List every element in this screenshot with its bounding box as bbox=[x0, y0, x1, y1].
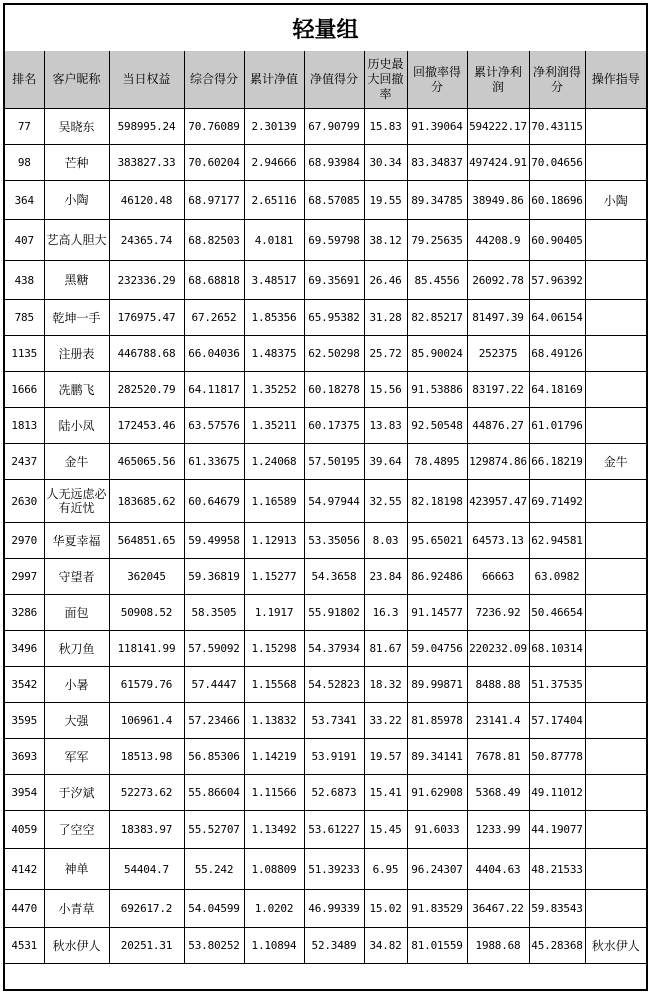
cell-net-value-score: 60.18278 bbox=[304, 372, 364, 408]
cell-guidance bbox=[585, 480, 646, 523]
cell-profit-score: 70.43115 bbox=[529, 109, 585, 145]
cell-equity: 282520.79 bbox=[109, 372, 184, 408]
cell-drawdown-score: 96.24307 bbox=[407, 849, 467, 890]
cell-net-value-score: 68.57085 bbox=[304, 181, 364, 220]
cell-rank: 4470 bbox=[5, 890, 44, 928]
header-total-score: 综合得分 bbox=[184, 51, 244, 109]
header-rank: 排名 bbox=[5, 51, 44, 109]
cell-total-score: 66.04036 bbox=[184, 336, 244, 372]
cell-nickname: 金牛 bbox=[44, 444, 109, 480]
table-row bbox=[5, 336, 646, 372]
cell-net-value: 1.08809 bbox=[244, 849, 304, 890]
cell-guidance bbox=[585, 890, 646, 928]
cell-net-profit: 129874.86 bbox=[467, 444, 529, 480]
cell-drawdown-score: 92.50548 bbox=[407, 408, 467, 444]
table-row bbox=[5, 109, 646, 145]
cell-guidance: 秋水伊人 bbox=[585, 928, 646, 964]
cell-nickname: 守望者 bbox=[44, 559, 109, 595]
cell-drawdown-score: 91.62908 bbox=[407, 775, 467, 811]
table-row bbox=[5, 703, 646, 739]
cell-net-value: 1.13832 bbox=[244, 703, 304, 739]
cell-net-profit: 1233.99 bbox=[467, 811, 529, 849]
cell-net-value: 1.85356 bbox=[244, 300, 304, 336]
table-body bbox=[5, 109, 646, 964]
cell-guidance bbox=[585, 109, 646, 145]
cell-net-profit: 252375 bbox=[467, 336, 529, 372]
cell-net-profit: 81497.39 bbox=[467, 300, 529, 336]
cell-net-profit: 4404.63 bbox=[467, 849, 529, 890]
cell-drawdown-score: 91.83529 bbox=[407, 890, 467, 928]
cell-net-value: 1.12913 bbox=[244, 523, 304, 559]
cell-rank: 407 bbox=[5, 220, 44, 261]
cell-net-profit: 38949.86 bbox=[467, 181, 529, 220]
cell-total-score: 55.242 bbox=[184, 849, 244, 890]
cell-equity: 564851.65 bbox=[109, 523, 184, 559]
cell-net-value-score: 62.50298 bbox=[304, 336, 364, 372]
cell-net-profit: 1988.68 bbox=[467, 928, 529, 964]
cell-net-value-score: 51.39233 bbox=[304, 849, 364, 890]
cell-total-score: 68.68818 bbox=[184, 261, 244, 300]
cell-rank: 3693 bbox=[5, 739, 44, 775]
cell-nickname: 艺高人胆大 bbox=[44, 220, 109, 261]
cell-drawdown-score: 91.39064 bbox=[407, 109, 467, 145]
cell-net-value: 1.11566 bbox=[244, 775, 304, 811]
cell-net-value-score: 55.91802 bbox=[304, 595, 364, 631]
cell-drawdown-score: 81.01559 bbox=[407, 928, 467, 964]
cell-max-drawdown: 13.83 bbox=[364, 408, 407, 444]
cell-net-value-score: 68.93984 bbox=[304, 145, 364, 181]
cell-drawdown-score: 95.65021 bbox=[407, 523, 467, 559]
cell-nickname: 神单 bbox=[44, 849, 109, 890]
table-row bbox=[5, 667, 646, 703]
cell-profit-score: 64.06154 bbox=[529, 300, 585, 336]
ranking-sheet bbox=[3, 3, 648, 991]
cell-rank: 98 bbox=[5, 145, 44, 181]
cell-guidance bbox=[585, 372, 646, 408]
cell-max-drawdown: 6.95 bbox=[364, 849, 407, 890]
header-net-value: 累计净值 bbox=[244, 51, 304, 109]
cell-equity: 20251.31 bbox=[109, 928, 184, 964]
cell-net-value: 4.0181 bbox=[244, 220, 304, 261]
cell-net-value: 1.1917 bbox=[244, 595, 304, 631]
cell-drawdown-score: 79.25635 bbox=[407, 220, 467, 261]
cell-equity: 24365.74 bbox=[109, 220, 184, 261]
cell-drawdown-score: 89.99871 bbox=[407, 667, 467, 703]
cell-net-profit: 23141.4 bbox=[467, 703, 529, 739]
header-nickname: 客户昵称 bbox=[44, 51, 109, 109]
cell-total-score: 56.85306 bbox=[184, 739, 244, 775]
cell-nickname: 乾坤一手 bbox=[44, 300, 109, 336]
cell-total-score: 70.76089 bbox=[184, 109, 244, 145]
cell-net-profit: 594222.17 bbox=[467, 109, 529, 145]
cell-nickname: 陆小凤 bbox=[44, 408, 109, 444]
cell-guidance bbox=[585, 220, 646, 261]
cell-total-score: 57.23466 bbox=[184, 703, 244, 739]
table-row bbox=[5, 775, 646, 811]
cell-net-value-score: 54.97944 bbox=[304, 480, 364, 523]
cell-guidance bbox=[585, 336, 646, 372]
cell-rank: 785 bbox=[5, 300, 44, 336]
cell-profit-score: 60.90405 bbox=[529, 220, 585, 261]
cell-total-score: 54.04599 bbox=[184, 890, 244, 928]
cell-drawdown-score: 89.34785 bbox=[407, 181, 467, 220]
cell-equity: 465065.56 bbox=[109, 444, 184, 480]
cell-max-drawdown: 32.55 bbox=[364, 480, 407, 523]
cell-max-drawdown: 15.56 bbox=[364, 372, 407, 408]
cell-net-profit: 66663 bbox=[467, 559, 529, 595]
cell-rank: 2997 bbox=[5, 559, 44, 595]
cell-net-value: 2.30139 bbox=[244, 109, 304, 145]
cell-net-profit: 497424.91 bbox=[467, 145, 529, 181]
cell-guidance bbox=[585, 261, 646, 300]
header-row bbox=[5, 51, 646, 109]
cell-guidance bbox=[585, 849, 646, 890]
sheet-title: 轻量组 bbox=[5, 5, 646, 52]
cell-guidance bbox=[585, 811, 646, 849]
cell-drawdown-score: 82.18198 bbox=[407, 480, 467, 523]
cell-drawdown-score: 59.04756 bbox=[407, 631, 467, 667]
cell-guidance bbox=[585, 145, 646, 181]
cell-total-score: 59.36819 bbox=[184, 559, 244, 595]
cell-net-value-score: 46.99339 bbox=[304, 890, 364, 928]
table-row bbox=[5, 300, 646, 336]
cell-max-drawdown: 16.3 bbox=[364, 595, 407, 631]
cell-max-drawdown: 15.45 bbox=[364, 811, 407, 849]
cell-net-value: 1.24068 bbox=[244, 444, 304, 480]
cell-total-score: 55.52707 bbox=[184, 811, 244, 849]
table-row bbox=[5, 928, 646, 964]
table-row bbox=[5, 181, 646, 220]
cell-rank: 77 bbox=[5, 109, 44, 145]
header-guidance: 操作指导 bbox=[585, 51, 646, 109]
cell-profit-score: 69.71492 bbox=[529, 480, 585, 523]
header-max-drawdown: 历史最大回撤率 bbox=[364, 51, 407, 109]
cell-rank: 4059 bbox=[5, 811, 44, 849]
cell-profit-score: 59.83543 bbox=[529, 890, 585, 928]
cell-net-value: 3.48517 bbox=[244, 261, 304, 300]
cell-nickname: 小暑 bbox=[44, 667, 109, 703]
cell-net-value-score: 69.59798 bbox=[304, 220, 364, 261]
cell-net-value-score: 67.90799 bbox=[304, 109, 364, 145]
table-row bbox=[5, 849, 646, 890]
cell-profit-score: 48.21533 bbox=[529, 849, 585, 890]
cell-equity: 446788.68 bbox=[109, 336, 184, 372]
cell-rank: 3595 bbox=[5, 703, 44, 739]
table-row bbox=[5, 595, 646, 631]
cell-nickname: 面包 bbox=[44, 595, 109, 631]
table-row bbox=[5, 890, 646, 928]
cell-max-drawdown: 18.32 bbox=[364, 667, 407, 703]
cell-net-value: 1.13492 bbox=[244, 811, 304, 849]
cell-equity: 176975.47 bbox=[109, 300, 184, 336]
cell-profit-score: 50.46654 bbox=[529, 595, 585, 631]
cell-profit-score: 62.94581 bbox=[529, 523, 585, 559]
cell-profit-score: 68.10314 bbox=[529, 631, 585, 667]
cell-nickname: 黑糖 bbox=[44, 261, 109, 300]
cell-net-value: 1.35211 bbox=[244, 408, 304, 444]
cell-max-drawdown: 38.12 bbox=[364, 220, 407, 261]
cell-equity: 692617.2 bbox=[109, 890, 184, 928]
cell-rank: 2437 bbox=[5, 444, 44, 480]
cell-net-value-score: 52.3489 bbox=[304, 928, 364, 964]
cell-nickname: 人无远虑必有近忧 bbox=[44, 480, 109, 523]
cell-nickname: 小陶 bbox=[44, 181, 109, 220]
cell-rank: 3954 bbox=[5, 775, 44, 811]
cell-equity: 362045 bbox=[109, 559, 184, 595]
cell-net-profit: 423957.47 bbox=[467, 480, 529, 523]
cell-max-drawdown: 26.46 bbox=[364, 261, 407, 300]
cell-profit-score: 50.87778 bbox=[529, 739, 585, 775]
cell-net-profit: 8488.88 bbox=[467, 667, 529, 703]
cell-rank: 364 bbox=[5, 181, 44, 220]
cell-drawdown-score: 91.53886 bbox=[407, 372, 467, 408]
cell-total-score: 67.2652 bbox=[184, 300, 244, 336]
cell-equity: 50908.52 bbox=[109, 595, 184, 631]
cell-rank: 1135 bbox=[5, 336, 44, 372]
cell-net-value-score: 57.50195 bbox=[304, 444, 364, 480]
cell-profit-score: 68.49126 bbox=[529, 336, 585, 372]
header-profit-score: 净利润得分 bbox=[529, 51, 585, 109]
cell-rank: 4531 bbox=[5, 928, 44, 964]
cell-equity: 183685.62 bbox=[109, 480, 184, 523]
cell-profit-score: 63.0982 bbox=[529, 559, 585, 595]
cell-net-profit: 5368.49 bbox=[467, 775, 529, 811]
cell-guidance bbox=[585, 739, 646, 775]
cell-total-score: 59.49958 bbox=[184, 523, 244, 559]
cell-nickname: 华夏幸福 bbox=[44, 523, 109, 559]
cell-net-value-score: 54.37934 bbox=[304, 631, 364, 667]
cell-drawdown-score: 89.34141 bbox=[407, 739, 467, 775]
cell-net-value: 2.94666 bbox=[244, 145, 304, 181]
cell-total-score: 64.11817 bbox=[184, 372, 244, 408]
table-row bbox=[5, 631, 646, 667]
cell-net-profit: 83197.22 bbox=[467, 372, 529, 408]
cell-equity: 118141.99 bbox=[109, 631, 184, 667]
cell-equity: 172453.46 bbox=[109, 408, 184, 444]
cell-nickname: 军军 bbox=[44, 739, 109, 775]
cell-max-drawdown: 31.28 bbox=[364, 300, 407, 336]
cell-net-value: 1.14219 bbox=[244, 739, 304, 775]
cell-guidance bbox=[585, 559, 646, 595]
cell-equity: 61579.76 bbox=[109, 667, 184, 703]
cell-equity: 18513.98 bbox=[109, 739, 184, 775]
cell-net-profit: 7236.92 bbox=[467, 595, 529, 631]
ranking-table bbox=[5, 51, 646, 964]
cell-max-drawdown: 15.83 bbox=[364, 109, 407, 145]
table-row bbox=[5, 220, 646, 261]
cell-guidance bbox=[585, 300, 646, 336]
cell-rank: 1813 bbox=[5, 408, 44, 444]
cell-max-drawdown: 34.82 bbox=[364, 928, 407, 964]
table-row bbox=[5, 372, 646, 408]
cell-total-score: 55.86604 bbox=[184, 775, 244, 811]
cell-guidance bbox=[585, 408, 646, 444]
table-row bbox=[5, 145, 646, 181]
cell-net-value: 1.0202 bbox=[244, 890, 304, 928]
cell-max-drawdown: 15.02 bbox=[364, 890, 407, 928]
cell-drawdown-score: 86.92486 bbox=[407, 559, 467, 595]
cell-drawdown-score: 83.34837 bbox=[407, 145, 467, 181]
table-row bbox=[5, 811, 646, 849]
cell-total-score: 68.97177 bbox=[184, 181, 244, 220]
cell-nickname: 秋水伊人 bbox=[44, 928, 109, 964]
cell-total-score: 53.80252 bbox=[184, 928, 244, 964]
cell-max-drawdown: 30.34 bbox=[364, 145, 407, 181]
cell-profit-score: 49.11012 bbox=[529, 775, 585, 811]
cell-total-score: 60.64679 bbox=[184, 480, 244, 523]
cell-guidance bbox=[585, 595, 646, 631]
cell-total-score: 63.57576 bbox=[184, 408, 244, 444]
cell-nickname: 秋刀鱼 bbox=[44, 631, 109, 667]
cell-net-profit: 220232.09 bbox=[467, 631, 529, 667]
cell-max-drawdown: 15.41 bbox=[364, 775, 407, 811]
cell-profit-score: 57.17404 bbox=[529, 703, 585, 739]
cell-total-score: 61.33675 bbox=[184, 444, 244, 480]
cell-equity: 598995.24 bbox=[109, 109, 184, 145]
cell-profit-score: 61.01796 bbox=[529, 408, 585, 444]
cell-nickname: 小青草 bbox=[44, 890, 109, 928]
cell-net-value-score: 53.9191 bbox=[304, 739, 364, 775]
cell-total-score: 70.60204 bbox=[184, 145, 244, 181]
cell-guidance: 金牛 bbox=[585, 444, 646, 480]
cell-drawdown-score: 82.85217 bbox=[407, 300, 467, 336]
cell-drawdown-score: 91.14577 bbox=[407, 595, 467, 631]
cell-equity: 18383.97 bbox=[109, 811, 184, 849]
cell-drawdown-score: 81.85978 bbox=[407, 703, 467, 739]
cell-equity: 383827.33 bbox=[109, 145, 184, 181]
cell-net-value-score: 52.6873 bbox=[304, 775, 364, 811]
cell-rank: 3496 bbox=[5, 631, 44, 667]
header-equity: 当日权益 bbox=[109, 51, 184, 109]
cell-total-score: 57.59092 bbox=[184, 631, 244, 667]
cell-guidance bbox=[585, 523, 646, 559]
cell-rank: 2970 bbox=[5, 523, 44, 559]
cell-profit-score: 64.18169 bbox=[529, 372, 585, 408]
table-row bbox=[5, 444, 646, 480]
cell-rank: 3542 bbox=[5, 667, 44, 703]
cell-total-score: 68.82503 bbox=[184, 220, 244, 261]
header-drawdown-score: 回撤率得分 bbox=[407, 51, 467, 109]
cell-max-drawdown: 23.84 bbox=[364, 559, 407, 595]
table-row bbox=[5, 739, 646, 775]
cell-guidance bbox=[585, 703, 646, 739]
cell-net-value: 1.15298 bbox=[244, 631, 304, 667]
cell-net-value: 1.35252 bbox=[244, 372, 304, 408]
cell-equity: 46120.48 bbox=[109, 181, 184, 220]
cell-max-drawdown: 19.57 bbox=[364, 739, 407, 775]
cell-equity: 52273.62 bbox=[109, 775, 184, 811]
cell-net-value: 1.15568 bbox=[244, 667, 304, 703]
cell-net-value: 1.15277 bbox=[244, 559, 304, 595]
cell-net-value: 2.65116 bbox=[244, 181, 304, 220]
table-row bbox=[5, 261, 646, 300]
cell-max-drawdown: 81.67 bbox=[364, 631, 407, 667]
cell-guidance bbox=[585, 631, 646, 667]
cell-equity: 54404.7 bbox=[109, 849, 184, 890]
cell-net-value-score: 54.52823 bbox=[304, 667, 364, 703]
cell-net-profit: 36467.22 bbox=[467, 890, 529, 928]
cell-net-profit: 26092.78 bbox=[467, 261, 529, 300]
cell-guidance bbox=[585, 775, 646, 811]
cell-max-drawdown: 25.72 bbox=[364, 336, 407, 372]
cell-total-score: 58.3505 bbox=[184, 595, 244, 631]
cell-net-value-score: 69.35691 bbox=[304, 261, 364, 300]
cell-guidance: 小陶 bbox=[585, 181, 646, 220]
cell-rank: 3286 bbox=[5, 595, 44, 631]
cell-nickname: 注册表 bbox=[44, 336, 109, 372]
cell-total-score: 57.4447 bbox=[184, 667, 244, 703]
table-row bbox=[5, 408, 646, 444]
cell-nickname: 冼鹏飞 bbox=[44, 372, 109, 408]
cell-drawdown-score: 85.4556 bbox=[407, 261, 467, 300]
cell-nickname: 大强 bbox=[44, 703, 109, 739]
cell-net-profit: 7678.81 bbox=[467, 739, 529, 775]
cell-profit-score: 44.19077 bbox=[529, 811, 585, 849]
cell-net-value: 1.16589 bbox=[244, 480, 304, 523]
cell-max-drawdown: 39.64 bbox=[364, 444, 407, 480]
cell-drawdown-score: 78.4895 bbox=[407, 444, 467, 480]
cell-rank: 438 bbox=[5, 261, 44, 300]
cell-rank: 1666 bbox=[5, 372, 44, 408]
cell-net-value-score: 54.3658 bbox=[304, 559, 364, 595]
cell-net-value-score: 65.95382 bbox=[304, 300, 364, 336]
cell-net-value: 1.10894 bbox=[244, 928, 304, 964]
cell-rank: 4142 bbox=[5, 849, 44, 890]
cell-net-value-score: 60.17375 bbox=[304, 408, 364, 444]
cell-nickname: 吴晓东 bbox=[44, 109, 109, 145]
cell-nickname: 芒种 bbox=[44, 145, 109, 181]
cell-max-drawdown: 33.22 bbox=[364, 703, 407, 739]
cell-net-value-score: 53.61227 bbox=[304, 811, 364, 849]
cell-rank: 2630 bbox=[5, 480, 44, 523]
table-row bbox=[5, 559, 646, 595]
cell-net-profit: 64573.13 bbox=[467, 523, 529, 559]
cell-net-profit: 44876.27 bbox=[467, 408, 529, 444]
cell-net-profit: 44208.9 bbox=[467, 220, 529, 261]
table-row bbox=[5, 523, 646, 559]
cell-equity: 232336.29 bbox=[109, 261, 184, 300]
cell-nickname: 了空空 bbox=[44, 811, 109, 849]
header-net-value-score: 净值得分 bbox=[304, 51, 364, 109]
cell-guidance bbox=[585, 667, 646, 703]
cell-drawdown-score: 85.90024 bbox=[407, 336, 467, 372]
cell-net-value-score: 53.7341 bbox=[304, 703, 364, 739]
cell-profit-score: 60.18696 bbox=[529, 181, 585, 220]
cell-profit-score: 66.18219 bbox=[529, 444, 585, 480]
cell-profit-score: 70.04656 bbox=[529, 145, 585, 181]
cell-max-drawdown: 8.03 bbox=[364, 523, 407, 559]
header-net-profit: 累计净利润 bbox=[467, 51, 529, 109]
cell-profit-score: 45.28368 bbox=[529, 928, 585, 964]
cell-nickname: 于汐斌 bbox=[44, 775, 109, 811]
cell-profit-score: 51.37535 bbox=[529, 667, 585, 703]
cell-max-drawdown: 19.55 bbox=[364, 181, 407, 220]
cell-net-value: 1.48375 bbox=[244, 336, 304, 372]
cell-profit-score: 57.96392 bbox=[529, 261, 585, 300]
cell-drawdown-score: 91.6033 bbox=[407, 811, 467, 849]
cell-net-value-score: 53.35056 bbox=[304, 523, 364, 559]
cell-equity: 106961.4 bbox=[109, 703, 184, 739]
table-row bbox=[5, 480, 646, 523]
